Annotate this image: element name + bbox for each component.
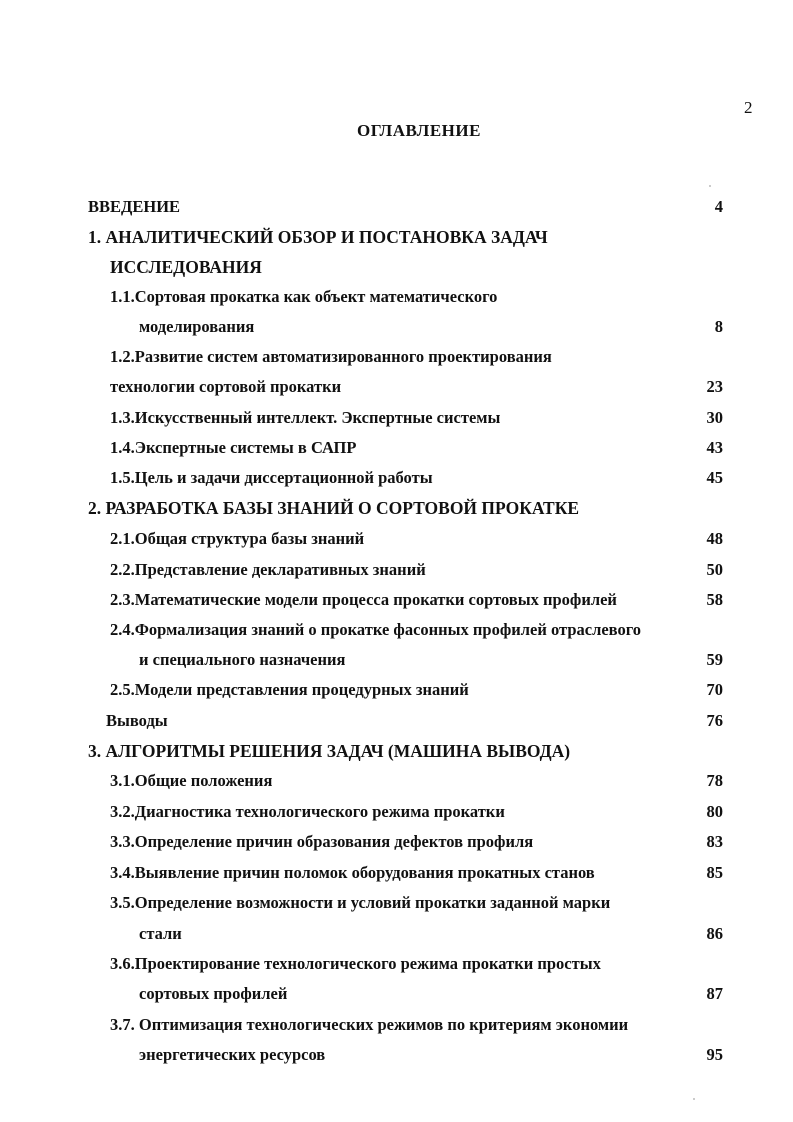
toc-page-number: 45 [706,468,723,487]
toc-section-3-7: 3.7. Оптимизация технологических режимов по критериям экономии [110,1015,629,1034]
toc-section-2-4: 2.4.Формализация знаний о прокатке фасонных профилей отраслевого [110,620,642,639]
toc-page-number: 85 [706,863,723,882]
toc-page-number: 48 [706,529,723,548]
toc-page-number: 83 [706,832,723,851]
toc-section-1-1-continuation: моделирования [139,317,255,336]
toc-section-1-3: 1.3.Искусственный интеллект. Экспертные системы [110,408,501,427]
toc-page-number: 8 [714,317,723,336]
toc-page-number: 87 [706,984,723,1003]
toc-section-1-4: 1.4.Экспертные системы в САПР [110,438,357,457]
toc-page-number: 30 [706,408,723,427]
toc-section-3-4: 3.4.Выявление причин поломок оборудования прокатных станов [110,863,595,882]
toc-section-2-2: 2.2.Представление декларативных знаний [110,560,426,579]
toc-page-number: 78 [706,771,723,790]
toc-page-number: 43 [706,438,723,457]
toc-section-1-5: 1.5.Цель и задачи диссертационной работы [110,468,433,487]
toc-section-2-4-continuation: и специального назначения [139,650,346,669]
scan-speck [709,185,711,187]
toc-section-3-1: 3.1.Общие положения [110,771,273,790]
toc-section-3-6-continuation: сортовых профилей [139,984,288,1003]
toc-conclusions: Выводы [106,711,168,730]
toc-page-number: 80 [706,802,723,821]
scan-speck [693,1098,695,1100]
toc-page-number: 76 [706,711,723,730]
toc-section-1-2: 1.2.Развитие систем автоматизированного проектирования [110,347,552,366]
toc-section-3-3: 3.3.Определение причин образования дефектов профиля [110,832,534,851]
toc-page-number: 86 [706,924,723,943]
page-title: ОГЛАВЛЕНИЕ [357,121,481,140]
toc-chapter-2: 2. РАЗРАБОТКА БАЗЫ ЗНАНИЙ О СОРТОВОЙ ПРОКАТКЕ [88,498,580,518]
toc-page-number: 50 [706,560,723,579]
toc-page-number: 4 [714,197,723,216]
toc-chapter-3: 3. АЛГОРИТМЫ РЕШЕНИЯ ЗАДАЧ (МАШИНА ВЫВОДА) [88,741,571,761]
toc-chapter-1: 1. АНАЛИТИЧЕСКИЙ ОБЗОР И ПОСТАНОВКА ЗАДАЧ [88,227,548,247]
toc-page-number: 59 [706,650,723,669]
toc-section-3-5-continuation: стали [139,924,182,943]
toc-page-number: 58 [706,590,723,609]
toc-chapter-1-continuation: ИССЛЕДОВАНИЯ [110,257,262,277]
toc-page-number: 95 [706,1045,723,1064]
toc-page-number: 70 [706,680,723,699]
toc-entry-introduction: ВВЕДЕНИЕ [88,197,181,216]
toc-section-1-2-continuation: технологии сортовой прокатки [110,377,342,396]
toc-section-3-7-continuation: энергетических ресурсов [139,1045,326,1064]
toc-section-2-1: 2.1.Общая структура базы знаний [110,529,365,548]
toc-section-2-3: 2.3.Математические модели процесса прокатки сортовых профилей [110,590,617,609]
toc-section-3-2: 3.2.Диагностика технологического режима прокатки [110,802,505,821]
page-number: 2 [744,98,753,117]
toc-section-3-6: 3.6.Проектирование технологического режима прокатки простых [110,954,601,973]
toc-page-number: 23 [706,377,723,396]
toc-section-1-1: 1.1.Сортовая прокатка как объект математического [110,287,498,306]
toc-section-2-5: 2.5.Модели представления процедурных знаний [110,680,469,699]
toc-section-3-5: 3.5.Определение возможности и условий прокатки заданной марки [110,893,611,912]
